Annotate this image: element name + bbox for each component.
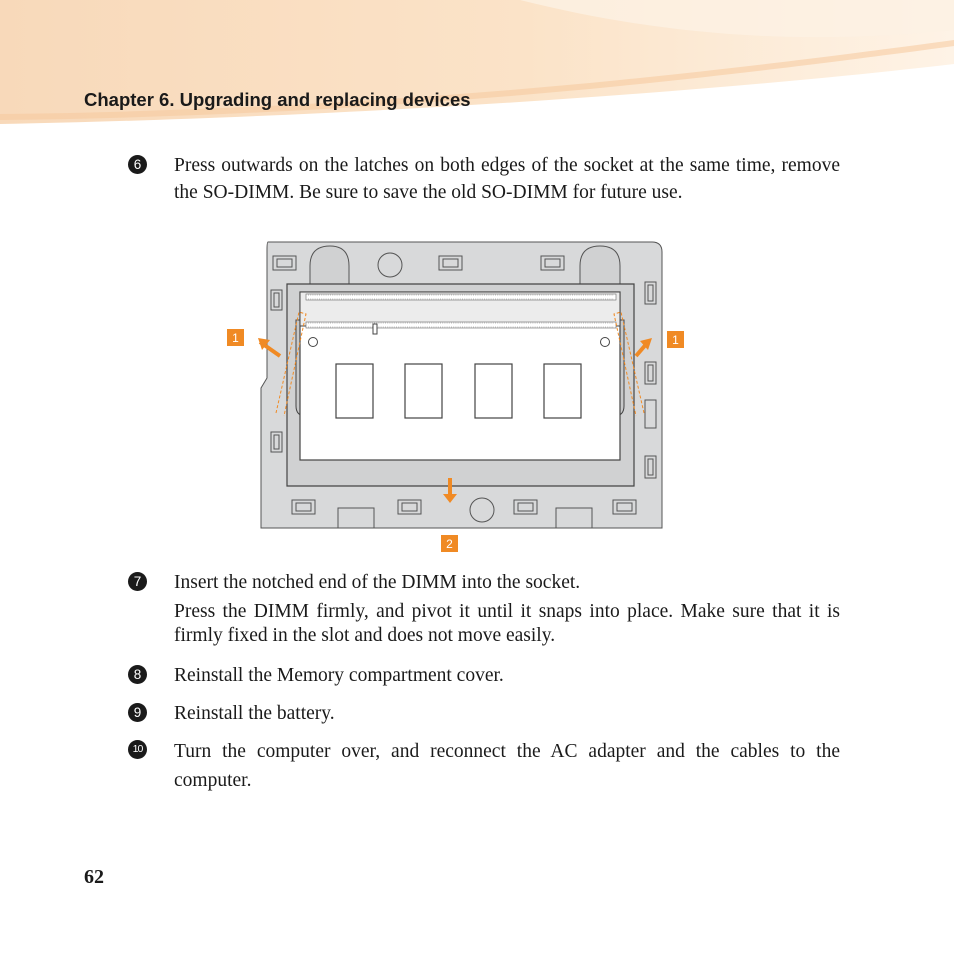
step-text: Reinstall the Memory compartment cover. (174, 665, 504, 686)
step-6 (128, 152, 840, 206)
step-number: 9 (128, 703, 147, 722)
step-7 (128, 569, 840, 648)
step-10 (128, 737, 840, 795)
page-number: 62 (84, 866, 104, 888)
callout-1-right-label: 1 (672, 333, 679, 347)
step-text: Reinstall the battery. (174, 703, 335, 724)
callout-1-left-label: 1 (232, 331, 239, 345)
step-number: 7 (128, 572, 147, 591)
step-text-secondary: Press the DIMM firmly, and pivot it until it snaps into place. Make sure that it is firmly fixed in the slot and does not move easily. (174, 601, 840, 646)
step-number: 6 (128, 155, 147, 174)
step-number: 8 (128, 665, 147, 684)
step-text: Press outwards on the latches on both edges of the socket at the same time, remove the SO-DIMM. Be sure to save the old SO-DIMM for future use. (174, 155, 840, 203)
step-text: Turn the computer over, and reconnect the AC adapter and the cables to the computer. (174, 741, 840, 791)
step-9 (128, 700, 840, 727)
step-text: Insert the notched end of the DIMM into the socket. (174, 572, 581, 593)
memory-socket-illustration (220, 238, 690, 558)
callout-2-bottom-label: 2 (446, 537, 453, 551)
step-8 (128, 662, 840, 689)
chapter-title: Chapter 6. Upgrading and replacing devices (84, 89, 471, 110)
step-number: 10 (128, 740, 147, 759)
